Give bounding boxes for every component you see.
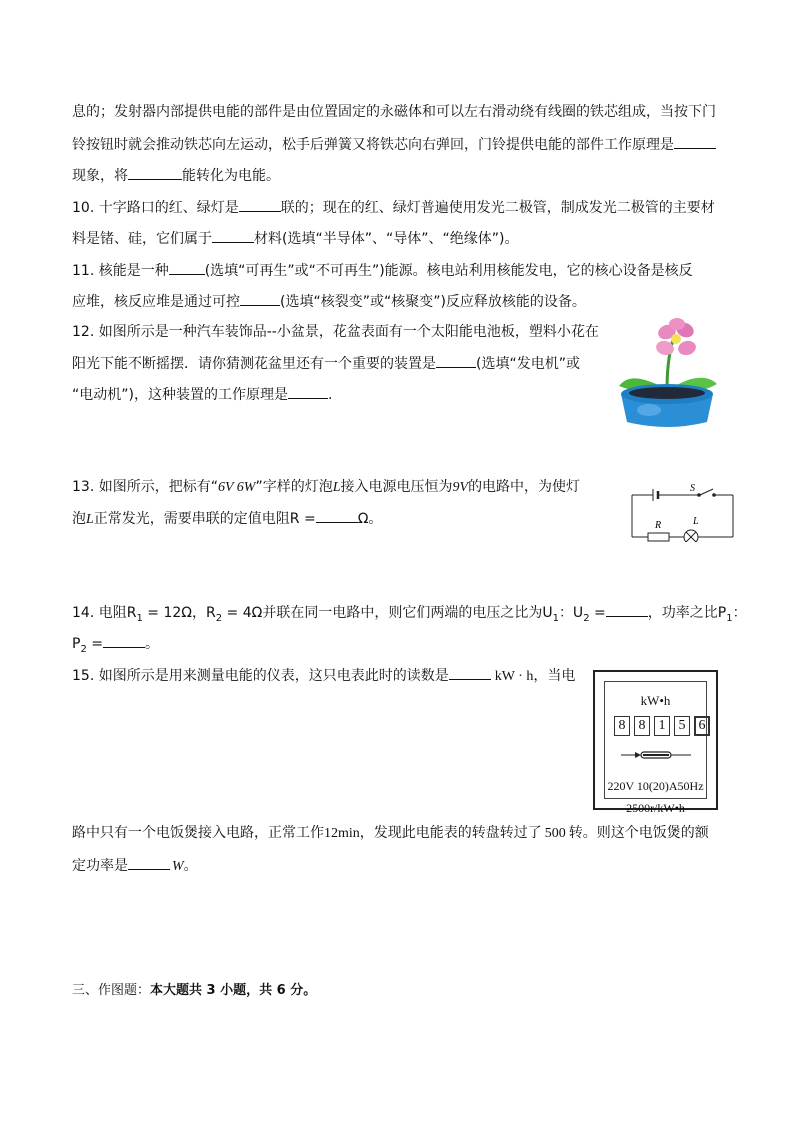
answer-blank[interactable]	[239, 197, 281, 212]
resistor-symbol	[648, 533, 669, 541]
switch-label: S	[690, 483, 695, 494]
answer-blank[interactable]	[449, 665, 491, 680]
q13-line2: 泡L正常发光，需要串联的定值电阻R = Ω。	[72, 508, 382, 530]
energy-meter	[593, 670, 718, 815]
solar-flower-pot-image	[615, 318, 719, 428]
answer-blank[interactable]	[606, 602, 648, 617]
answer-blank[interactable]	[103, 633, 145, 648]
answer-blank[interactable]	[288, 384, 328, 399]
meter-digit-decimal: 6	[694, 716, 710, 736]
q9-line3: 现象，将 能转化为电能。	[72, 165, 280, 186]
q11-line2: 应堆，核反应堆是通过可控 (选填“核裂变”或“核聚变”)反应释放核能的设备。	[72, 291, 586, 312]
q10-line1: 10. 十字路口的红、绿灯是 联的；现在的红、绿灯普遍使用发光二极管，制成发光二极管的主要材	[72, 197, 715, 218]
q11-line1: 11. 核能是一种 (选填“可再生”或“不可再生”)能源。核电站利用核能发电，它的核心设备是核反	[72, 260, 693, 281]
q12-line1: 12. 如图所示是一种汽车装饰品--小盆景，花盆表面有一个太阳能电池板，塑料小花在	[72, 324, 599, 340]
lamp-symbol	[684, 530, 698, 542]
answer-blank[interactable]	[240, 291, 280, 306]
q15-line3: 定功率是 W。	[72, 855, 198, 877]
meter-digits	[614, 716, 710, 736]
switch-blade	[700, 489, 713, 495]
meter-rating: 220V 10(20)A50Hz	[607, 779, 704, 793]
meter-constant: 2500r/kW•h	[626, 801, 685, 815]
meter-digit: 1	[654, 716, 670, 736]
answer-blank[interactable]	[212, 228, 254, 243]
answer-blank[interactable]	[128, 855, 170, 870]
q15-line1: 15. 如图所示是用来测量电能的仪表，这只电表此时的读数是 kW · h，当电	[72, 665, 575, 687]
q14-line2: $P_2$ = 。	[72, 633, 159, 660]
answer-blank[interactable]	[169, 260, 205, 275]
answer-blank[interactable]	[128, 165, 182, 180]
meter-unit: kW•h	[640, 693, 671, 708]
meter-digit: 5	[674, 716, 690, 736]
q12-line3: “电动机”)，这种装置的工作原理是 .	[72, 384, 332, 405]
answer-blank[interactable]	[436, 353, 476, 368]
meter-digit: 8	[614, 716, 630, 736]
q10-line2: 料是锗、硅，它们属于 材料(选填“半导体”、“导体”、“绝缘体”)。	[72, 228, 518, 249]
q9-line2: 铃按钮时就会推动铁芯向左运动，松手后弹簧又将铁芯向右弹回，门铃提供电能的部件工作原理是	[72, 134, 716, 155]
lamp-label: L	[693, 516, 699, 527]
q13-line1: 13. 如图所示，把标有“6V 6W”字样的灯泡L接入电源电压恒为9V的电路中，为使灯	[72, 479, 581, 495]
section-heading: 三、作图题：本大题共 3 小题，共 6 分。	[72, 983, 317, 998]
resistor-label: R	[655, 520, 662, 531]
meter-digit: 8	[634, 716, 650, 736]
circuit-diagram	[626, 478, 736, 542]
q15-line2: 路中只有一个电饭煲接入电路，正常工作12min，发现此电能表的转盘转过了 500 转。则这个电饭煲的额	[72, 825, 709, 841]
answer-blank[interactable]	[674, 134, 716, 149]
answer-blank[interactable]	[316, 508, 358, 523]
q9-line1: 息的；发射器内部提供电能的部件是由位置固定的永磁体和可以左右滑动绕有线圈的铁芯组成，当按下门	[72, 104, 716, 120]
meter-disk-indicator	[621, 748, 691, 762]
q14-line1: 14. 电阻$R_1 = 12\Omega$，$R_2 = 4\Omega$并联在同一电路中，则它们两端的电压之比为$U_1$：$U_2$ = ，功率之比$P_1$：	[72, 602, 747, 629]
q12-line2: 阳光下能不断摇摆．请你猜测花盆里还有一个重要的装置是 (选填“发电机”或	[72, 353, 580, 374]
